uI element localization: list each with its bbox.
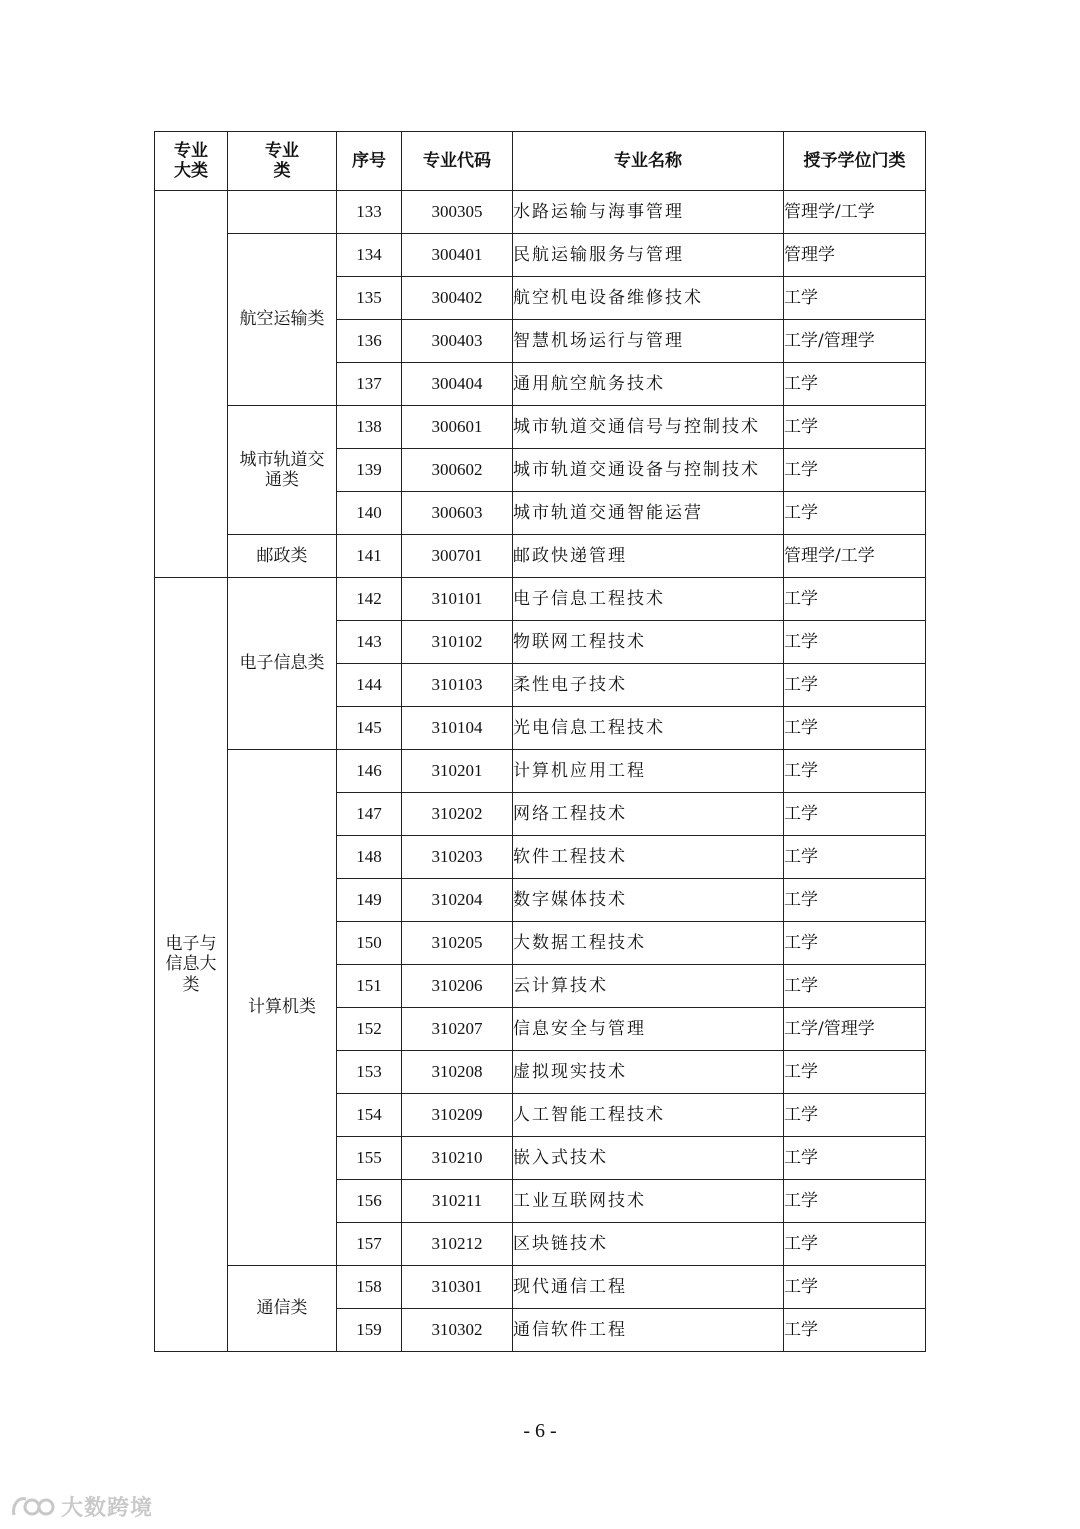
code-cell: 310212 xyxy=(402,1223,513,1266)
major-category-cell xyxy=(155,191,228,578)
header-category: 专业 类 xyxy=(228,132,337,191)
seq-cell: 157 xyxy=(337,1223,402,1266)
table-body xyxy=(155,191,926,1352)
name-cell: 大数据工程技术 xyxy=(513,922,784,965)
seq-cell: 156 xyxy=(337,1180,402,1223)
degree-cell: 工学 xyxy=(784,1180,926,1223)
table-row xyxy=(155,1266,926,1309)
seq-cell: 148 xyxy=(337,836,402,879)
seq-cell: 145 xyxy=(337,707,402,750)
seq-cell: 142 xyxy=(337,578,402,621)
degree-cell: 工学 xyxy=(784,922,926,965)
degree-cell: 工学 xyxy=(784,750,926,793)
seq-cell: 149 xyxy=(337,879,402,922)
degree-cell: 工学 xyxy=(784,621,926,664)
name-cell: 物联网工程技术 xyxy=(513,621,784,664)
code-cell: 300404 xyxy=(402,363,513,406)
degree-cell: 工学 xyxy=(784,449,926,492)
major-category-cell: 电子与 信息大 类 xyxy=(155,578,228,1352)
category-cell xyxy=(228,191,337,234)
degree-cell: 工学 xyxy=(784,492,926,535)
degree-cell: 工学 xyxy=(784,363,926,406)
name-cell: 人工智能工程技术 xyxy=(513,1094,784,1137)
code-cell: 300601 xyxy=(402,406,513,449)
code-cell: 310208 xyxy=(402,1051,513,1094)
name-cell: 嵌入式技术 xyxy=(513,1137,784,1180)
degree-cell: 工学 xyxy=(784,578,926,621)
degree-cell: 管理学/工学 xyxy=(784,191,926,234)
seq-cell: 138 xyxy=(337,406,402,449)
seq-cell: 150 xyxy=(337,922,402,965)
name-cell: 区块链技术 xyxy=(513,1223,784,1266)
name-cell: 城市轨道交通信号与控制技术 xyxy=(513,406,784,449)
seq-cell: 140 xyxy=(337,492,402,535)
code-cell: 310201 xyxy=(402,750,513,793)
table-row xyxy=(155,234,926,277)
seq-cell: 146 xyxy=(337,750,402,793)
seq-cell: 133 xyxy=(337,191,402,234)
name-cell: 工业互联网技术 xyxy=(513,1180,784,1223)
degree-cell: 工学 xyxy=(784,879,926,922)
name-cell: 智慧机场运行与管理 xyxy=(513,320,784,363)
code-cell: 310302 xyxy=(402,1309,513,1352)
code-cell: 310301 xyxy=(402,1266,513,1309)
majors-table xyxy=(154,131,926,1352)
seq-cell: 154 xyxy=(337,1094,402,1137)
code-cell: 300402 xyxy=(402,277,513,320)
seq-cell: 155 xyxy=(337,1137,402,1180)
code-cell: 310204 xyxy=(402,879,513,922)
seq-cell: 134 xyxy=(337,234,402,277)
name-cell: 城市轨道交通设备与控制技术 xyxy=(513,449,784,492)
code-cell: 300401 xyxy=(402,234,513,277)
name-cell: 航空机电设备维修技术 xyxy=(513,277,784,320)
watermark-text: 大数跨境 xyxy=(61,1496,154,1521)
seq-cell: 135 xyxy=(337,277,402,320)
code-cell: 310205 xyxy=(402,922,513,965)
name-cell: 电子信息工程技术 xyxy=(513,578,784,621)
table-row xyxy=(155,191,926,234)
seq-cell: 159 xyxy=(337,1309,402,1352)
name-cell: 通用航空航务技术 xyxy=(513,363,784,406)
degree-cell: 工学 xyxy=(784,406,926,449)
name-cell: 邮政快递管理 xyxy=(513,535,784,578)
degree-cell: 工学 xyxy=(784,1266,926,1309)
code-cell: 310210 xyxy=(402,1137,513,1180)
name-cell: 通信软件工程 xyxy=(513,1309,784,1352)
degree-cell: 工学 xyxy=(784,1051,926,1094)
header-degree: 授予学位门类 xyxy=(784,132,926,191)
seq-cell: 158 xyxy=(337,1266,402,1309)
code-cell: 310103 xyxy=(402,664,513,707)
code-cell: 300305 xyxy=(402,191,513,234)
seq-cell: 151 xyxy=(337,965,402,1008)
seq-cell: 136 xyxy=(337,320,402,363)
category-cell: 航空运输类 xyxy=(228,234,337,406)
category-cell: 邮政类 xyxy=(228,535,337,578)
category-cell: 通信类 xyxy=(228,1266,337,1352)
header-major-category: 专业 大类 xyxy=(155,132,228,191)
degree-cell: 工学 xyxy=(784,707,926,750)
table-row xyxy=(155,406,926,449)
name-cell: 信息安全与管理 xyxy=(513,1008,784,1051)
page-number: - 6 - xyxy=(523,1420,557,1442)
table-row xyxy=(155,578,926,621)
code-cell: 300603 xyxy=(402,492,513,535)
name-cell: 软件工程技术 xyxy=(513,836,784,879)
degree-cell: 工学 xyxy=(784,836,926,879)
degree-cell: 工学 xyxy=(784,965,926,1008)
table-row xyxy=(155,535,926,578)
table-row xyxy=(155,750,926,793)
code-cell: 310211 xyxy=(402,1180,513,1223)
name-cell: 光电信息工程技术 xyxy=(513,707,784,750)
seq-cell: 147 xyxy=(337,793,402,836)
name-cell: 柔性电子技术 xyxy=(513,664,784,707)
seq-cell: 141 xyxy=(337,535,402,578)
degree-cell: 工学/管理学 xyxy=(784,320,926,363)
degree-cell: 管理学/工学 xyxy=(784,535,926,578)
degree-cell: 工学 xyxy=(784,1094,926,1137)
degree-cell: 工学 xyxy=(784,1309,926,1352)
degree-cell: 工学/管理学 xyxy=(784,1008,926,1051)
degree-cell: 管理学 xyxy=(784,234,926,277)
code-cell: 310203 xyxy=(402,836,513,879)
degree-cell: 工学 xyxy=(784,1223,926,1266)
code-cell: 310102 xyxy=(402,621,513,664)
seq-cell: 144 xyxy=(337,664,402,707)
seq-cell: 153 xyxy=(337,1051,402,1094)
degree-cell: 工学 xyxy=(784,1137,926,1180)
header-code: 专业代码 xyxy=(402,132,513,191)
seq-cell: 139 xyxy=(337,449,402,492)
code-cell: 300403 xyxy=(402,320,513,363)
code-cell: 310207 xyxy=(402,1008,513,1051)
header-name: 专业名称 xyxy=(513,132,784,191)
code-cell: 310104 xyxy=(402,707,513,750)
name-cell: 城市轨道交通智能运营 xyxy=(513,492,784,535)
name-cell: 水路运输与海事管理 xyxy=(513,191,784,234)
code-cell: 310206 xyxy=(402,965,513,1008)
seq-cell: 152 xyxy=(337,1008,402,1051)
name-cell: 网络工程技术 xyxy=(513,793,784,836)
code-cell: 310202 xyxy=(402,793,513,836)
code-cell: 300701 xyxy=(402,535,513,578)
watermark xyxy=(10,1491,153,1522)
header-seq: 序号 xyxy=(337,132,402,191)
code-cell: 310209 xyxy=(402,1094,513,1137)
name-cell: 计算机应用工程 xyxy=(513,750,784,793)
degree-cell: 工学 xyxy=(784,277,926,320)
name-cell: 虚拟现实技术 xyxy=(513,1051,784,1094)
seq-cell: 137 xyxy=(337,363,402,406)
name-cell: 数字媒体技术 xyxy=(513,879,784,922)
header-row xyxy=(155,132,926,191)
category-cell: 城市轨道交 通类 xyxy=(228,406,337,535)
seq-cell: 143 xyxy=(337,621,402,664)
category-cell: 电子信息类 xyxy=(228,578,337,750)
degree-cell: 工学 xyxy=(784,664,926,707)
category-cell: 计算机类 xyxy=(228,750,337,1266)
name-cell: 民航运输服务与管理 xyxy=(513,234,784,277)
name-cell: 现代通信工程 xyxy=(513,1266,784,1309)
degree-cell: 工学 xyxy=(784,793,926,836)
name-cell: 云计算技术 xyxy=(513,965,784,1008)
code-cell: 300602 xyxy=(402,449,513,492)
code-cell: 310101 xyxy=(402,578,513,621)
watermark-logo-icon xyxy=(10,1493,56,1521)
